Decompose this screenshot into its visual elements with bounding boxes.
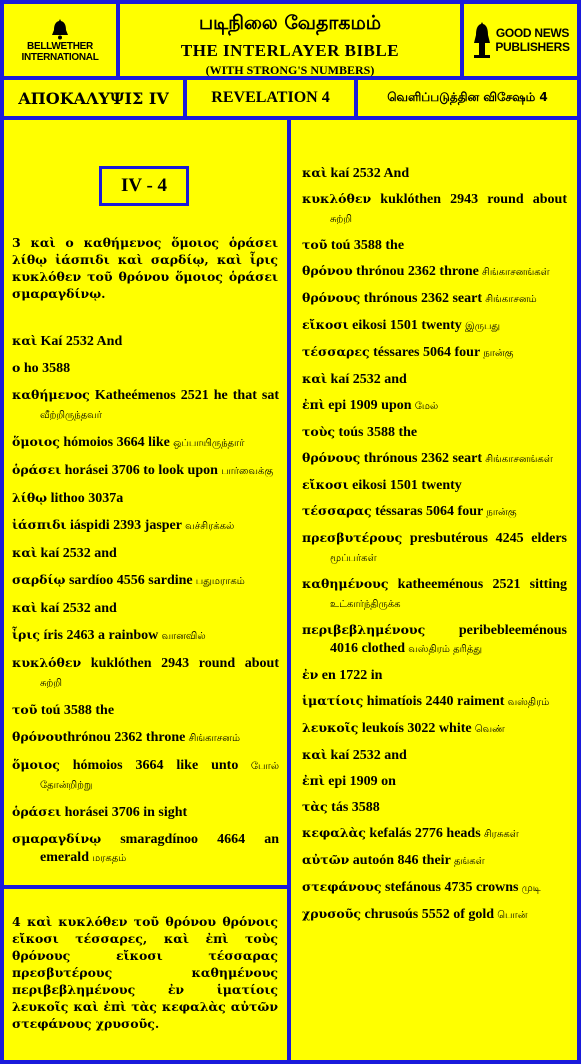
tamil-gloss: இருபது — [461, 321, 501, 332]
greek-word: πρεσβυτέρους — [302, 530, 403, 545]
greek-word: ἱματίοις — [302, 693, 364, 708]
transliteration-gloss: sardíoo 4556 sardine — [65, 573, 193, 588]
word-entry — [302, 289, 567, 309]
greek-word: ἰάσπιδι — [12, 517, 67, 532]
word-entry — [302, 370, 567, 389]
tamil-gloss: மேல் — [411, 401, 439, 412]
tamil-gloss: ஒப்பாயிருந்தார் — [169, 438, 245, 449]
title-subtitle: (WITH STRONG'S NUMBERS) — [205, 63, 375, 77]
word-entry — [12, 728, 279, 748]
word-entry — [12, 386, 279, 425]
greek-word: ὁράσει — [12, 804, 62, 819]
verse-4-text: 4 καὶ κυκλόθεν τοῦ θρόνου θρόνοις εἴκοσι τέσσαρες, καὶ ἐπὶ τοὺς θρόνους εἴκοσι τέσσαρας πρεσβυτέρους καθημένους περιβεβλημένους ἐν ἱματίοις λευκοῖς καὶ ἐπὶ τὰς κεφαλὰς αὐτῶν στεφάνους χρυσοῦς. — [12, 914, 278, 1031]
transliteration-gloss: kuklóthen 2943 round about — [81, 656, 279, 671]
word-entry — [302, 851, 567, 871]
transliteration-gloss: kaí 2532 and — [37, 601, 117, 616]
word-entry — [302, 878, 567, 898]
transliteration-gloss: eikosi 1501 twenty — [348, 318, 462, 333]
word-entry — [302, 164, 567, 183]
greek-word: τοὺς — [302, 424, 336, 439]
tamil-gloss: தங்கள் — [450, 856, 485, 867]
tamil-gloss: நான்கு — [480, 348, 514, 359]
tamil-gloss: வெண் — [471, 724, 505, 735]
transliteration-gloss: hómoios 3664 like — [59, 435, 170, 450]
title-tamil: படிநிலை வேதாகமம் — [198, 12, 382, 34]
word-entry — [302, 343, 567, 363]
greek-word: αὐτῶν — [302, 852, 350, 867]
word-entry — [12, 489, 279, 508]
word-entry — [302, 529, 567, 568]
transliteration-gloss: téssares 5064 four — [369, 345, 481, 360]
greek-word: καὶ — [302, 165, 328, 180]
greek-word: ἶρις — [12, 627, 41, 642]
greek-word: λίθῳ — [12, 490, 48, 505]
greek-word: ο — [12, 360, 21, 375]
word-entry — [302, 824, 567, 844]
word-entry — [302, 449, 567, 469]
bell-icon — [48, 17, 72, 41]
logo-right-line2: PUBLISHERS — [495, 40, 570, 54]
transliteration-gloss: tás 3588 — [327, 800, 380, 815]
logo-right-line1: GOOD NEWS — [495, 26, 570, 40]
transliteration-gloss: kefalás 2776 heads — [365, 826, 481, 841]
word-entry — [12, 599, 279, 618]
bell-icon — [471, 21, 493, 59]
word-entry — [302, 190, 567, 229]
greek-word: κυκλόθεν — [302, 191, 372, 206]
tamil-gloss: சிங்காசனங்கள் — [482, 454, 553, 465]
transliteration-gloss: epi 1909 upon — [324, 398, 412, 413]
tamil-gloss: சிங்காசனம் — [482, 294, 537, 305]
left-word-list — [12, 332, 279, 876]
tamil-gloss: பொன் — [494, 910, 528, 921]
greek-word: καὶ — [302, 371, 328, 386]
word-entry — [12, 830, 279, 868]
tamil-gloss: வீற்றிருந்தவர் — [40, 410, 102, 421]
greek-word: θρόνους — [302, 290, 361, 305]
word-entry — [12, 433, 279, 453]
greek-word: καὶ — [12, 600, 38, 615]
title-block — [120, 4, 460, 76]
word-entry — [302, 396, 567, 416]
greek-word: καθημένους — [302, 576, 389, 591]
greek-word: ὅμοιος — [12, 434, 60, 449]
greek-word: ὅμοιος — [12, 757, 60, 772]
word-entry — [12, 756, 279, 795]
greek-word: λευκοῖς — [302, 720, 359, 735]
word-entry — [302, 316, 567, 336]
word-entry — [12, 332, 279, 351]
word-entry — [302, 692, 567, 712]
right-column — [291, 120, 577, 1060]
transliteration-gloss: en 1722 in — [318, 668, 383, 683]
tamil-gloss: முடி — [518, 883, 541, 894]
good-news-logo — [464, 4, 577, 76]
left-column-verse3 — [4, 120, 287, 885]
tamil-gloss: வச்சிரக்கல் — [181, 521, 235, 532]
tamil-gloss: வஸ்திரம் — [504, 697, 550, 708]
transliteration-gloss: téssaras 5064 four — [371, 504, 484, 519]
greek-word: θρόνου — [12, 729, 63, 744]
transliteration-gloss: íris 2463 a rainbow — [40, 628, 159, 643]
word-entry — [302, 621, 567, 659]
transliteration-gloss: kaí 2532 and — [327, 748, 407, 763]
word-entry — [12, 701, 279, 720]
tamil-gloss: பார்வைக்கு — [217, 466, 274, 477]
logo-left-line2: INTERNATIONAL — [21, 52, 99, 63]
logo-left-line1: BELLWETHER — [27, 41, 93, 52]
word-entry — [12, 626, 279, 646]
bellwether-logo — [4, 4, 116, 76]
greek-word: καὶ — [12, 545, 38, 560]
word-entry — [302, 262, 567, 282]
greek-word: θρόνους — [302, 450, 361, 465]
tamil-book-header: வெளிப்படுத்தின விசேஷம் 4 — [358, 80, 577, 116]
word-entry — [12, 654, 279, 693]
greek-word: εἴκοσι — [302, 477, 349, 492]
transliteration-gloss: katheeménous 2521 sitting — [388, 577, 567, 592]
word-entry — [302, 719, 567, 739]
word-entry — [12, 359, 279, 378]
transliteration-gloss: kaí 2532 and — [37, 546, 117, 561]
transliteration-gloss: hómoios 3664 like unto — [59, 758, 239, 773]
tamil-gloss: மரகதம் — [88, 853, 127, 864]
greek-word: κεφαλὰς — [302, 825, 366, 840]
transliteration-gloss: kaí 2532 and — [327, 372, 407, 387]
word-entry — [302, 575, 567, 614]
greek-word: περιβεβλημένους — [302, 622, 426, 637]
greek-word: εἴκοσι — [302, 317, 349, 332]
word-entry — [302, 905, 567, 925]
greek-word: κυκλόθεν — [12, 655, 82, 670]
word-entry — [302, 666, 567, 685]
transliteration-gloss: kaí 2532 And — [327, 166, 410, 181]
greek-word: καὶ — [302, 747, 328, 762]
word-entry — [12, 571, 279, 591]
transliteration-gloss: toús 3588 the — [335, 425, 418, 440]
tamil-gloss: வானவில் — [158, 631, 206, 642]
verse-3-text: 3 καὶ ο καθήμενος ὅμοιος ὁράσει λίθῳ ἰάσπιδι καὶ σαρδίῳ, καὶ ἶρις κυκλόθεν τοῦ θρόνου ὅμοιος ὁράσει σμαραγδίνῳ. — [12, 235, 278, 301]
transliteration-gloss: horásei 3706 to look upon — [61, 463, 218, 478]
transliteration-gloss: stefánous 4735 crowns — [381, 880, 519, 895]
word-entry — [302, 423, 567, 442]
transliteration-gloss: himatíois 2440 raiment — [363, 694, 505, 709]
tamil-gloss: சுற்றி — [40, 678, 62, 689]
tamil-gloss: போல் தோன்றிற்று — [40, 761, 279, 791]
transliteration-gloss: thrónou 2362 throne — [62, 730, 186, 745]
word-entry — [12, 516, 279, 536]
word-entry — [302, 798, 567, 817]
word-entry — [302, 476, 567, 495]
greek-book-header: ΑΠΟΚΑΛΥΨΙΣ IV — [4, 80, 183, 116]
transliteration-gloss: lithoo 3037a — [47, 491, 124, 506]
greek-word: θρόνου — [302, 263, 353, 278]
chapter-label: IV - 4 — [99, 166, 189, 206]
tamil-gloss: பதுமராகம் — [192, 576, 245, 587]
word-entry — [12, 803, 279, 822]
word-entry — [302, 236, 567, 255]
transliteration-gloss: toú 3588 the — [327, 238, 405, 253]
transliteration-gloss: Katheémenos 2521 he that sat — [89, 388, 279, 403]
greek-word: ἐπὶ — [302, 773, 325, 788]
tamil-gloss: நான்கு — [483, 507, 517, 518]
transliteration-gloss: chrusoús 5552 of gold — [361, 907, 495, 922]
transliteration-gloss: thrónou 2362 throne — [352, 264, 479, 279]
transliteration-gloss: presbutérous 4245 elders — [402, 531, 567, 546]
transliteration-gloss: smaragdínoo 4664 an emerald — [40, 832, 279, 865]
transliteration-gloss: ho 3588 — [20, 361, 71, 376]
greek-word: χρυσοῦς — [302, 906, 362, 921]
tamil-gloss: சிங்காசனங்கள் — [478, 267, 550, 278]
tamil-gloss: உட்கார்ந்திருக்க — [330, 599, 401, 610]
word-entry — [302, 502, 567, 522]
word-entry — [302, 772, 567, 791]
greek-word: στεφάνους — [302, 879, 382, 894]
transliteration-gloss: eikosi 1501 twenty — [348, 478, 462, 493]
greek-word: σμαραγδίνῳ — [12, 831, 102, 846]
greek-word: ὁράσει — [12, 462, 62, 477]
transliteration-gloss: peribebleeménous 4016 clothed — [330, 623, 567, 656]
title-english: THE INTERLAYER BIBLE — [180, 41, 400, 60]
greek-word: τοῦ — [302, 237, 328, 252]
transliteration-gloss: thrónous 2362 seart — [360, 451, 483, 466]
greek-word: ἐν — [302, 667, 319, 682]
transliteration-gloss: kuklóthen 2943 round about — [371, 192, 567, 207]
left-column-verse4 — [4, 889, 287, 1060]
tamil-gloss: மூப்பர்கள் — [330, 553, 377, 564]
tamil-gloss: வஸ்திரம் தரித்து — [405, 644, 483, 655]
greek-word: σαρδίῳ — [12, 572, 66, 587]
word-entry — [12, 461, 279, 481]
greek-word: καθήμενος — [12, 387, 90, 402]
tamil-gloss: சிரசுகள் — [480, 829, 519, 840]
transliteration-gloss: Kaí 2532 And — [37, 334, 123, 349]
greek-word: τέσσαρες — [302, 344, 370, 359]
transliteration-gloss: thrónous 2362 seart — [360, 291, 483, 306]
transliteration-gloss: toú 3588 the — [37, 703, 115, 718]
transliteration-gloss: iáspidi 2393 jasper — [66, 518, 182, 533]
greek-word: ἐπὶ — [302, 397, 325, 412]
greek-word: τὰς — [302, 799, 328, 814]
greek-word: τέσσαρας — [302, 503, 372, 518]
greek-word: καὶ — [12, 333, 38, 348]
tamil-gloss: சுற்றி — [330, 214, 352, 225]
greek-word: τοῦ — [12, 702, 38, 717]
word-entry — [302, 746, 567, 765]
tamil-gloss: சிங்காசனம் — [185, 733, 241, 744]
transliteration-gloss: autoón 846 their — [349, 853, 451, 868]
english-book-header: REVELATION 4 — [187, 80, 354, 116]
transliteration-gloss: epi 1909 on — [324, 774, 396, 789]
transliteration-gloss: leukoís 3022 white — [358, 721, 472, 736]
transliteration-gloss: horásei 3706 in sight — [61, 805, 188, 820]
right-word-list — [302, 164, 567, 932]
word-entry — [12, 544, 279, 563]
